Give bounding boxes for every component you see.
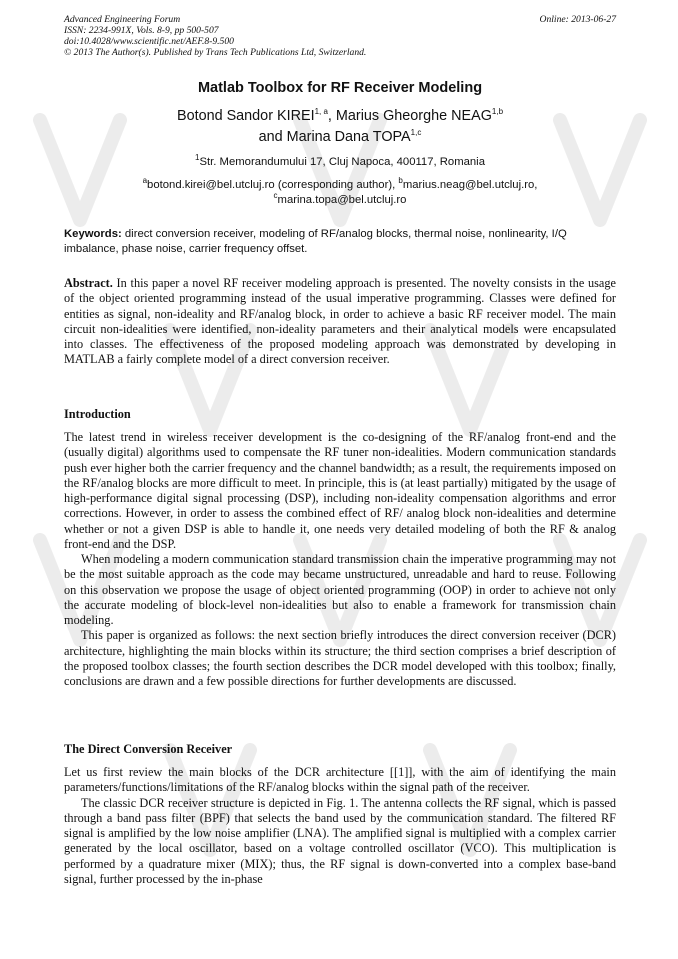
abstract: [64, 276, 616, 368]
email-line-2: [64, 193, 616, 208]
email-sup: a: [142, 176, 148, 186]
paragraph: The latest trend in wireless receiver development is the co-designing of the RF/analog front-end and the (usually digital) algorithms used to compensate the RF tuner non-idealities. Modern communication standards push ever higher both the carrier frequency and the channel bandwidth; as a result, the requirements imposed on the RF/analog blocks are more difficult to meet. In principle, this is (at least partially) mitigated by the usage of high-performance digital signal processing (DSP), including non-ideality compensation algorithms and error corrections. However, in order to assess the combined effect of RF/ analog block non-idealities and determine whether or not a given DSP is able to handle it, one needs very detailed modeling of both the RF & analog front-end and the DSP.: [64, 430, 616, 551]
author-affil-sup: 1,b: [491, 107, 504, 117]
journal-name: Advanced Engineering Forum: [64, 14, 181, 25]
author-line-1: [64, 106, 616, 127]
journal-header: [64, 14, 616, 58]
email-a[interactable]: botond.kirei@bel.utcluj.ro (corresponding author),: [147, 179, 399, 191]
email-c[interactable]: marina.topa@bel.utcluj.ro: [277, 194, 407, 206]
introduction-body: [64, 430, 616, 689]
paragraph: The classic DCR receiver structure is depicted in Fig. 1. The antenna collects the RF signal, which is passed through a band pass filter (BPF) that selects the band used by the communication standard. The filtered RF signal is amplified by the low noise amplifier (LNA). The amplified signal is multiplied with a complex carrier generated by the local oscillator, based on a voltage controlled oscillator (VCO). This multiplication is performed by a quadrature mixer (MIX); thus, the RF signal is down-converted into a complex base-band signal, further processed by the in-phase: [64, 795, 616, 886]
paragraph: Let us first review the main blocks of the DCR architecture [[1]], with the aim of identifying the main parameters/functions/limitations of the RF/analog blocks within the signal path of the receiver.: [64, 765, 616, 795]
author-affil-sup: 1, a: [314, 107, 328, 117]
author-separator: ,: [327, 108, 336, 124]
abstract-text: In this paper a novel RF receiver modeling approach is presented. The novelty consists in the usage of the object oriented programming instead of the usual imperative programming. Classes were defined for entities as signal, non-ideality and RF/analog block, in order to achieve a basic RF receiver model. The main circuit non-idealities were identified, non-ideality parameters and their analytical models were encapsulated into classes. The effectiveness of the proposed modeling approach was demonstrated by developing in MATLAB a fairly complete model of a direct conversion receiver.: [64, 276, 616, 367]
email-sup: c: [273, 191, 278, 201]
author-name: Marius Gheorghe NEAG: [335, 108, 492, 124]
email-b[interactable]: marius.neag@bel.utcluj.ro,: [402, 179, 538, 191]
author-name: Botond Sandor KIREI: [176, 108, 315, 124]
keywords-label: Keywords:: [64, 228, 122, 240]
online-date: Online: 2013-06-27: [539, 14, 616, 25]
author-emails: [64, 178, 616, 208]
journal-doi[interactable]: doi:10.4028/www.scientific.net/AEF.8-9.500: [64, 36, 234, 47]
author-name: and Marina Dana TOPA: [258, 129, 411, 145]
affiliation: [64, 155, 616, 169]
dcr-body: [64, 765, 616, 887]
keywords: [64, 227, 616, 256]
journal-copyright: © 2013 The Author(s). Published by Trans Tech Publications Ltd, Switzerland.: [64, 47, 367, 58]
email-line-1: [64, 178, 616, 193]
section-heading-dcr: The Direct Conversion Receiver: [64, 742, 233, 756]
section-heading-introduction: Introduction: [64, 407, 131, 421]
author-list: [64, 106, 616, 148]
author-affil-sup: 1,c: [410, 128, 422, 138]
keywords-text: direct conversion receiver, modeling of RF/analog blocks, thermal noise, nonlinearity, I/Q imbalance, phase noise, carrier frequency offset.: [64, 228, 567, 255]
paragraph: When modeling a modern communication standard transmission chain the imperative programming may not be the most suitable approach as the code may became unstructured, unreadable and hard to reuse. Following on this observation we propose the usage of object oriented programming (OOP) in order to achieve not only the accurate modeling of block-level non-idealities but also to enable a framework for transmission chain modeling.: [64, 552, 616, 627]
email-sup: b: [398, 176, 403, 186]
journal-issn: ISSN: 2234-991X, Vols. 8-9, pp 500-507: [64, 25, 219, 36]
paragraph: This paper is organized as follows: the next section briefly introduces the direct conversion receiver (DCR) architecture, highlighting the main blocks within its structure; the third section comprises a brief description of the proposed toolbox classes; the fourth section describes the DCR model developed with this toolbox; finally, conclusions are drawn and a few possible directions for further developments are discussed.: [64, 628, 616, 688]
paper-title: Matlab Toolbox for RF Receiver Modeling: [197, 80, 483, 96]
author-line-2: [64, 127, 616, 148]
affiliation-sup: 1: [195, 153, 200, 163]
abstract-label: Abstract.: [64, 276, 113, 290]
affiliation-text: Str. Memorandumului 17, Cluj Napoca, 400117, Romania: [199, 156, 485, 168]
